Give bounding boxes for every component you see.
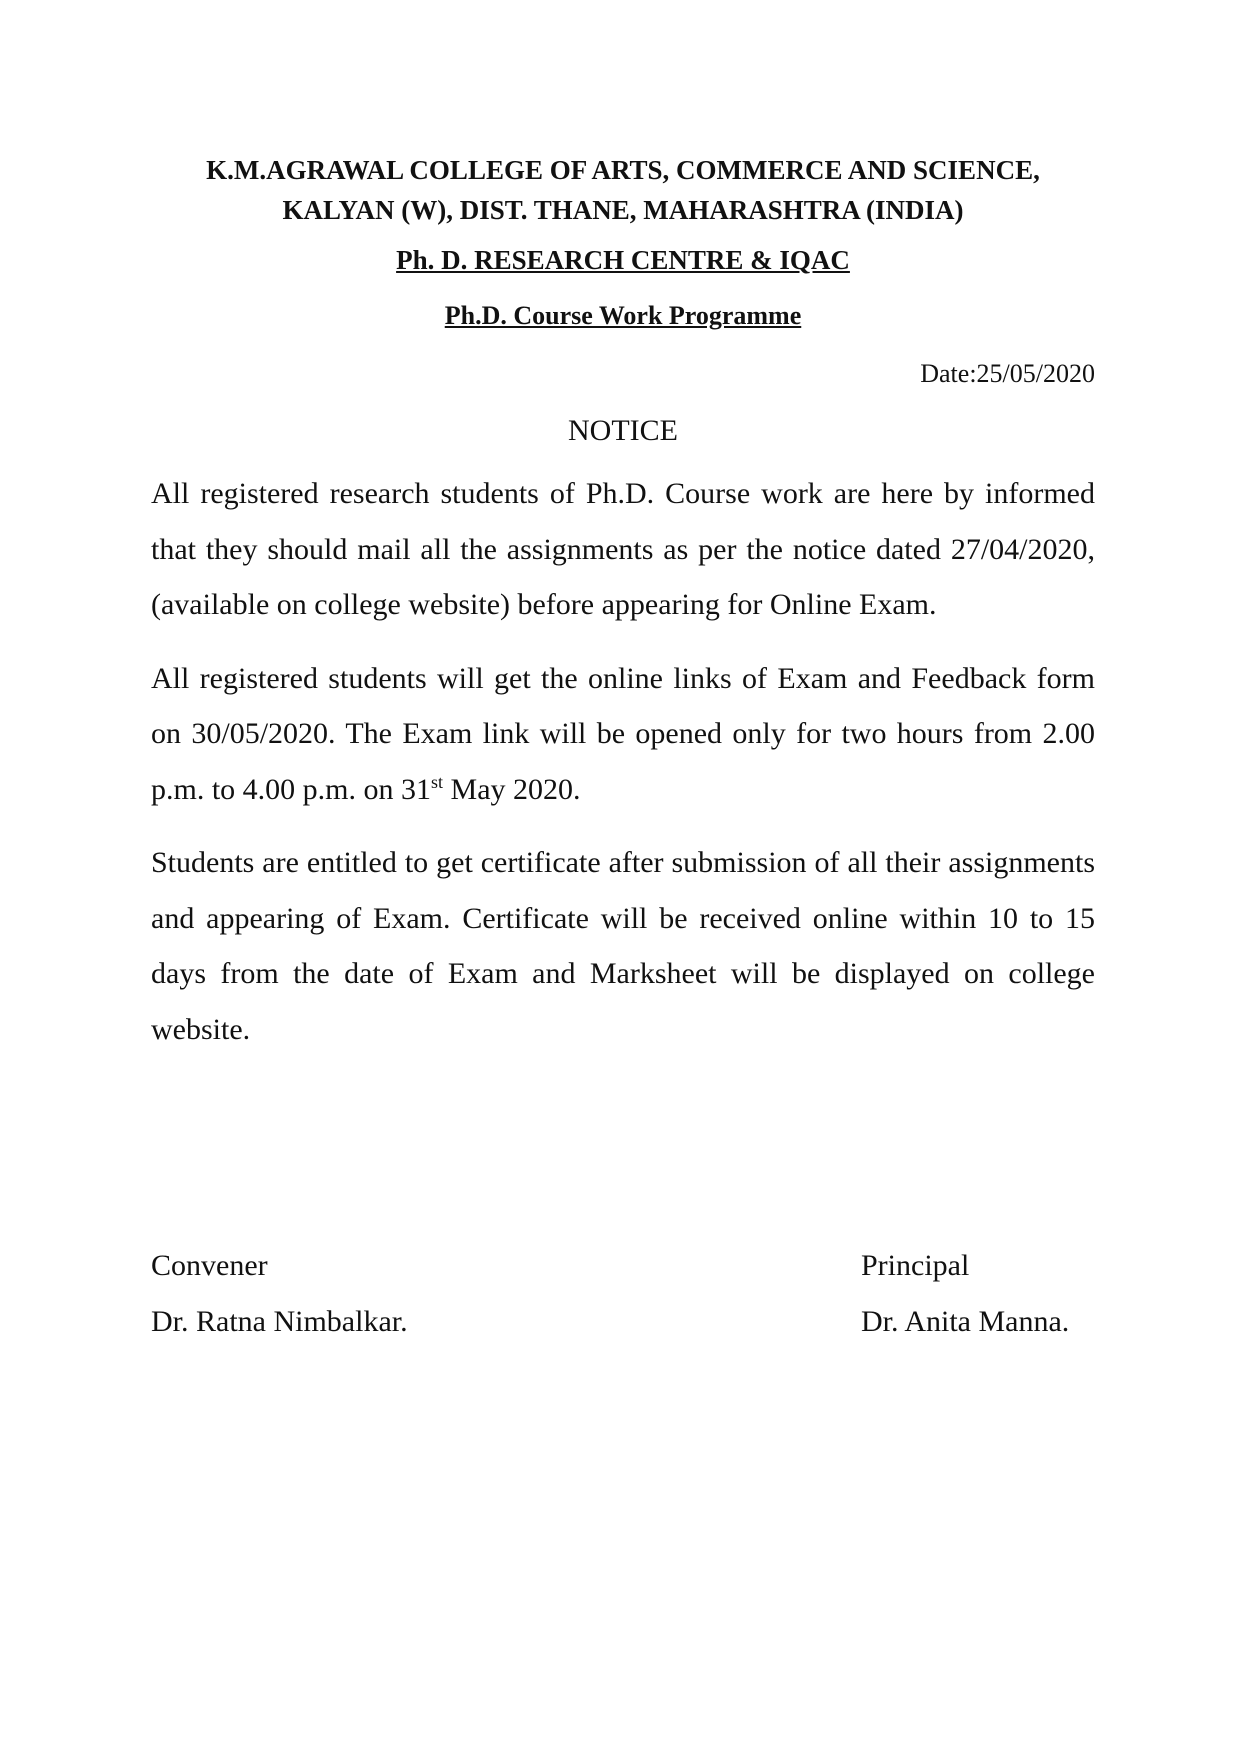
paragraph-exam-links-text: All registered students will get the online links of Exam and Feedback form on 30/05/2020. The Exam link will be opened only for two hours from 2.00 p.m. to 4.00 p.m. on 31 <box>151 661 1095 806</box>
convener-role: Convener <box>151 1249 268 1282</box>
principal-signature-block <box>861 1238 1069 1350</box>
principal-name: Dr. Anita Manna. <box>861 1305 1070 1338</box>
college-name-line-1: K.M.AGRAWAL COLLEGE OF ARTS, COMMERCE AND SCIENCE, <box>206 155 1040 185</box>
signature-section <box>151 1238 1095 1358</box>
paragraph-exam-links <box>151 651 1095 818</box>
college-name-line-2: KALYAN (W), DIST. THANE, MAHARASHTRA (INDIA) <box>282 195 964 225</box>
convener-signature-block <box>151 1238 408 1350</box>
paragraph-certificate: Students are entitled to get certificate after submission of all their assignments and appearing of Exam. Certificate will be received online within 10 to 15 days from the date of Exam and Marksheet will be displayed on college website. <box>151 846 1095 1046</box>
programme-title: Ph.D. Course Work Programme <box>444 301 802 330</box>
paragraph-exam-links-end: May 2020. <box>443 772 581 806</box>
paragraph-assignments: All registered research students of Ph.D. Course work are here by informed that they should mail all the assignments as per the notice dated 27/04/2020, (available on college website) before appearing for Online Exam. <box>151 477 1095 621</box>
notice-date: Date:25/05/2020 <box>920 359 1095 388</box>
notice-heading: NOTICE <box>568 414 678 447</box>
notice-content <box>151 150 1095 1057</box>
convener-name: Dr. Ratna Nimbalkar. <box>151 1305 408 1338</box>
research-centre-title: Ph. D. RESEARCH CENTRE & IQAC <box>396 245 850 275</box>
ordinal-suffix: st <box>431 771 444 792</box>
principal-role: Principal <box>861 1249 970 1282</box>
